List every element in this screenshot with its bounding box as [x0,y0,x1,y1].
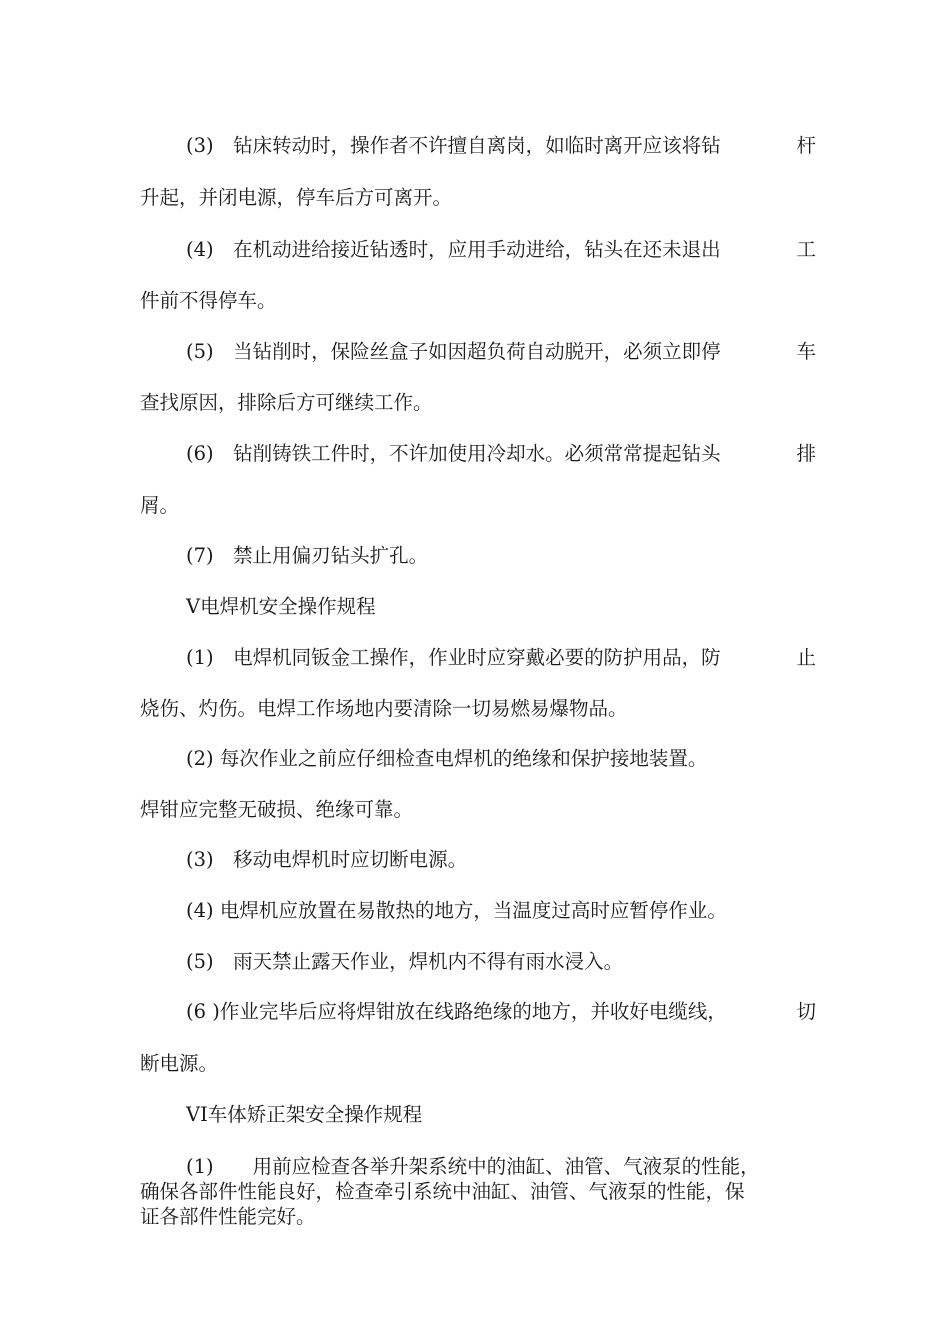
section-heading-frame: VI车体矫正架安全操作规程 [186,1103,423,1126]
text-run: 车 [796,340,816,363]
paragraph-drill-6-line-1 [186,441,816,467]
text-run: (6 )作业完毕后应将焊钳放在线路绝缘的地方，并收好电缆线， [186,1000,727,1023]
paragraph-welder-2-line-1: (2) 每次作业之前应仔细检查电焊机的绝缘和保护接地装置。 [186,747,708,770]
paragraph-welder-3: (3) 移动电焊机时应切断电源。 [186,848,468,871]
text-run: 切 [796,1000,816,1023]
text-run: 杆 [796,134,816,157]
paragraph-drill-5-line-1 [186,339,816,365]
paragraph-welder-6-line-1 [186,999,816,1025]
paragraph-drill-3-line-2: 升起，并闭电源，停车后方可离开。 [140,186,453,209]
paragraph-drill-5-line-2: 查找原因，排除后方可继续工作。 [140,391,433,414]
paragraph-welder-4: (4) 电焊机应放置在易散热的地方，当温度过高时应暂停作业。 [186,899,727,922]
paragraph-drill-4-line-2: 件前不得停车。 [140,289,277,312]
paragraph-frame-1-line-3: 证各部件性能完好。 [140,1205,316,1228]
paragraph-welder-1-line-1 [186,645,816,671]
paragraph-welder-5: (5) 雨天禁止露天作业，焊机内不得有雨水浸入。 [186,950,624,973]
text-run: (1) 电焊机同钣金工操作，作业时应穿戴必要的防护用品，防 [186,646,721,669]
text-run: 工 [796,238,816,261]
paragraph-drill-3-line-1 [186,133,816,159]
text-run: 排 [796,442,816,465]
text-run: (3) 钻床转动时，操作者不许擅自离岗，如临时离开应该将钻 [186,134,721,157]
paragraph-drill-6-line-2: 屑。 [140,494,180,517]
text-run: (4) 在机动进给接近钻透时，应用手动进给，钻头在还未退出 [186,238,721,261]
paragraph-drill-4-line-1 [186,237,816,263]
paragraph-frame-1-line-1: (1) 用前应检查各举升架系统中的油缸、油管、气液泵的性能， [186,1155,760,1178]
text-run: 止 [796,646,816,669]
paragraph-welder-6-line-2: 断电源。 [140,1052,219,1075]
section-heading-welder: V电焊机安全操作规程 [186,595,376,618]
text-run: (5) 当钻削时，保险丝盒子如因超负荷自动脱开，必须立即停 [186,340,721,363]
text-run: (6) 钻削铸铁工件时，不许加使用冷却水。必须常常提起钻头 [186,442,721,465]
paragraph-welder-1-line-2: 烧伤、灼伤。电焊工作场地内要清除一切易燃易爆物品。 [140,697,628,720]
paragraph-frame-1-line-2: 确保各部件性能良好，检查牵引系统中油缸、油管、气液泵的性能，保 [140,1180,745,1203]
paragraph-welder-2-line-2: 焊钳应完整无破损、绝缘可靠。 [140,798,414,821]
paragraph-drill-7: (7) 禁止用偏刃钻头扩孔。 [186,544,429,567]
